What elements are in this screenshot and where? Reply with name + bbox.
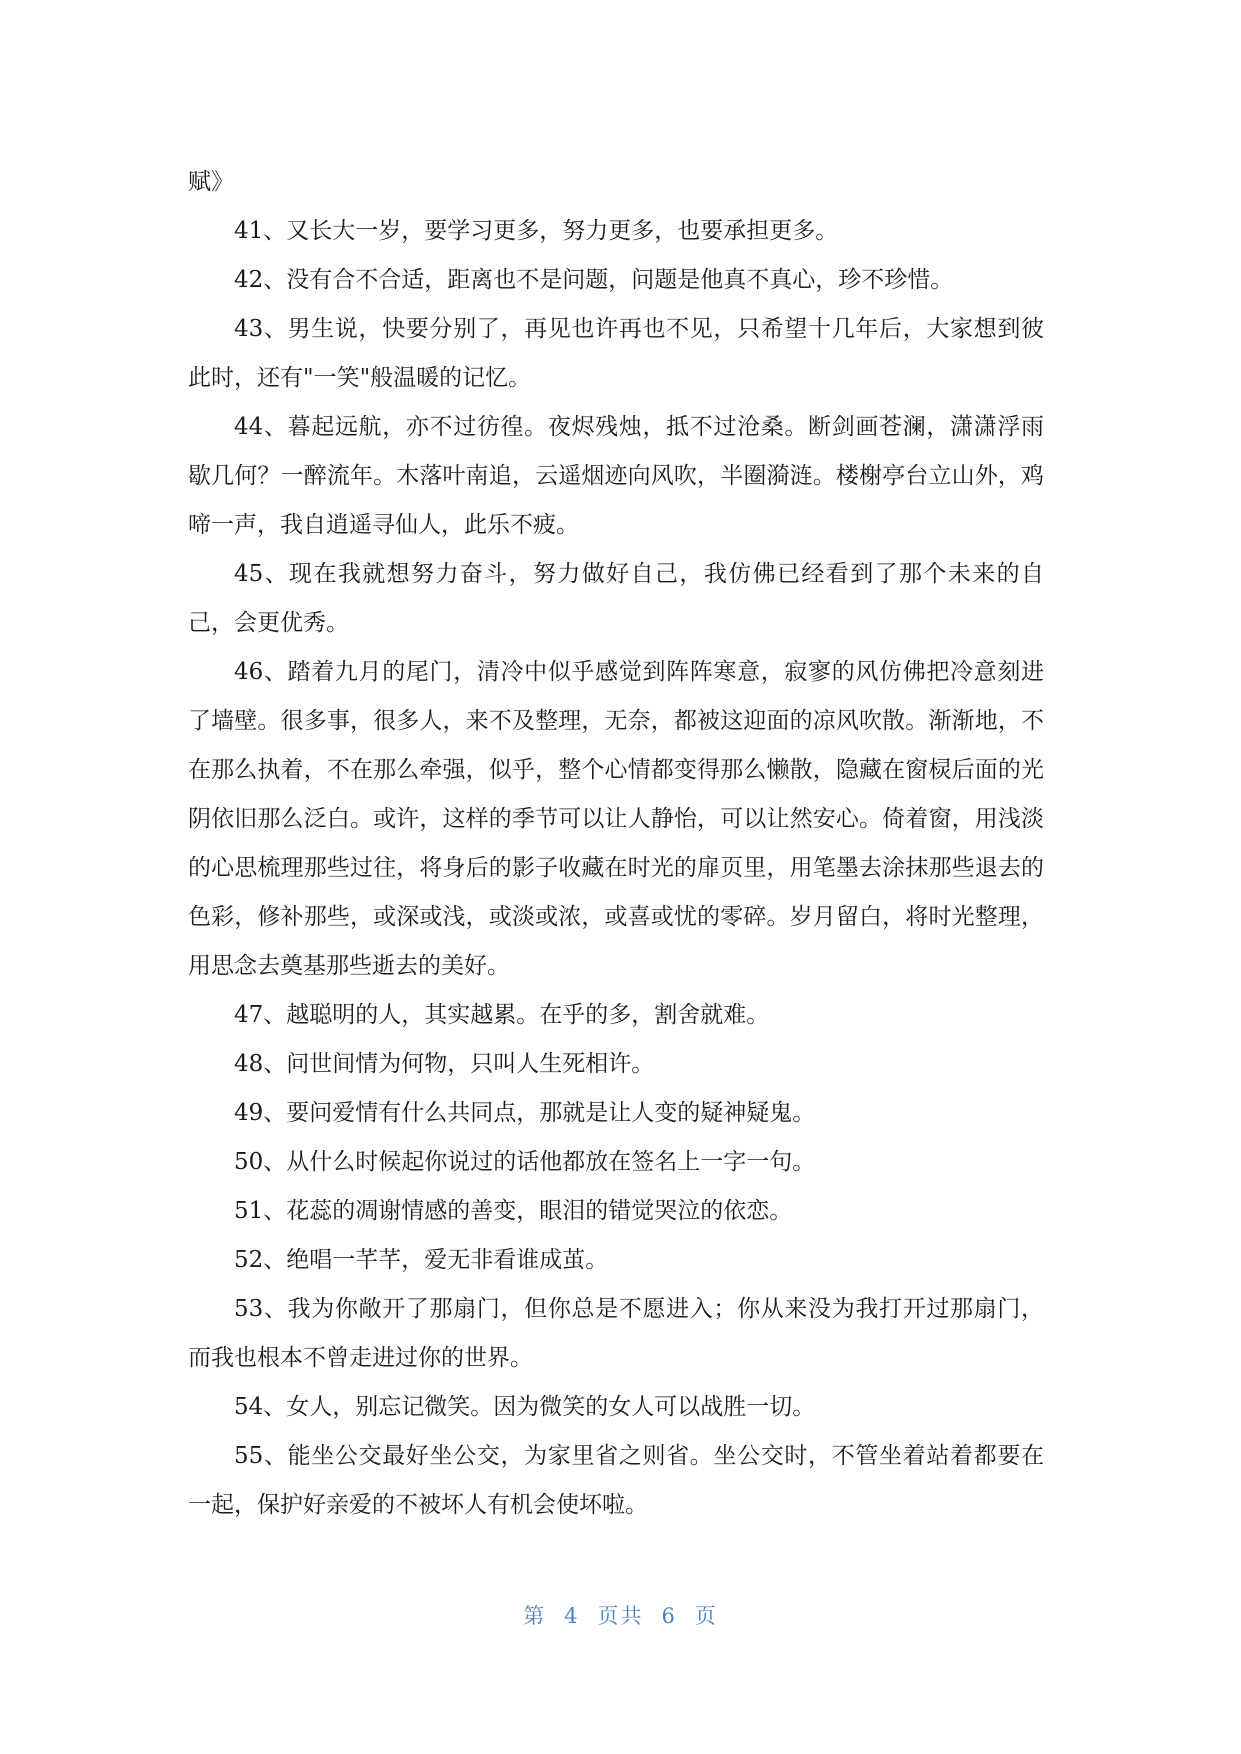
footer-prefix: 第 bbox=[523, 1604, 547, 1628]
paragraph-49: 49、要问爱情有什么共同点，那就是让人变的疑神疑鬼。 bbox=[234, 1100, 816, 1126]
footer-suffix: 页 bbox=[694, 1604, 718, 1628]
paragraph-0: 赋》 bbox=[188, 169, 234, 195]
paragraph-53: 53、我为你敞开了那扇门，但你总是不愿进入；你从来没为我打开过那扇门，而我也根本不曾走进过你的世界。 bbox=[188, 1296, 1044, 1371]
paragraph-48: 48、问世间情为何物，只叫人生死相许。 bbox=[234, 1051, 655, 1077]
paragraph-43: 43、男生说，快要分别了，再见也许再也不见，只希望十几年后，大家想到彼此时，还有"一笑"般温暖的记忆。 bbox=[188, 316, 1044, 391]
paragraph-44: 44、暮起远航，亦不过彷徨。夜烬残烛，抵不过沧桑。断剑画苍澜，潇潇浮雨歇几何？一醉流年。木落叶南追，云遥烟迹向风吹，半圈漪涟。楼榭亭台立山外，鸡啼一声，我自逍遥寻仙人，此乐不疲。 bbox=[188, 414, 1044, 538]
paragraph-46: 46、踏着九月的尾门，清冷中似乎感觉到阵阵寒意，寂寥的风仿佛把冷意刻进了墙壁。很多事，很多人，来不及整理，无奈，都被这迎面的凉风吹散。渐渐地，不在那么执着，不在那么牵强，似乎，整个心情都变得那么懒散，隐藏在窗棂后面的光阴依旧那么泛白。或许，这样的季节可以让人静怡，可以让然安心。倚着窗，用浅淡的心思梳理那些过往，将身后的影子收藏在时光的扉页里，用笔墨去涂抹那些退去的色彩，修补那些，或深或浅，或淡或浓，或喜或忧的零碎。岁月留白，将时光整理，用思念去奠基那些逝去的美好。 bbox=[188, 659, 1044, 979]
page-footer bbox=[0, 1600, 1241, 1630]
paragraph-51: 51、花蕊的凋谢情感的善变，眼泪的错觉哭泣的依恋。 bbox=[234, 1198, 793, 1224]
paragraph-42: 42、没有合不合适，距离也不是问题，问题是他真不真心，珍不珍惜。 bbox=[234, 267, 954, 293]
paragraph-50: 50、从什么时候起你说过的话他都放在签名上一字一句。 bbox=[234, 1149, 816, 1175]
paragraph-47: 47、越聪明的人，其实越累。在乎的多，割舍就难。 bbox=[234, 1002, 770, 1028]
paragraph-55: 55、能坐公交最好坐公交，为家里省之则省。坐公交时，不管坐着站着都要在一起，保护好亲爱的不被坏人有机会使坏啦。 bbox=[188, 1443, 1044, 1518]
paragraph-52: 52、绝唱一芊芊，爱无非看谁成茧。 bbox=[234, 1247, 609, 1273]
footer-total-pages: 6 bbox=[661, 1604, 677, 1628]
footer-current-page: 4 bbox=[564, 1604, 580, 1628]
paragraph-41: 41、又长大一岁，要学习更多，努力更多，也要承担更多。 bbox=[234, 218, 839, 244]
paragraph-45: 45、现在我就想努力奋斗，努力做好自己，我仿佛已经看到了那个未来的自己，会更优秀。 bbox=[188, 561, 1044, 636]
footer-middle: 页共 bbox=[597, 1604, 644, 1628]
document-body bbox=[188, 158, 1044, 1530]
paragraph-54: 54、女人，别忘记微笑。因为微笑的女人可以战胜一切。 bbox=[234, 1394, 816, 1420]
